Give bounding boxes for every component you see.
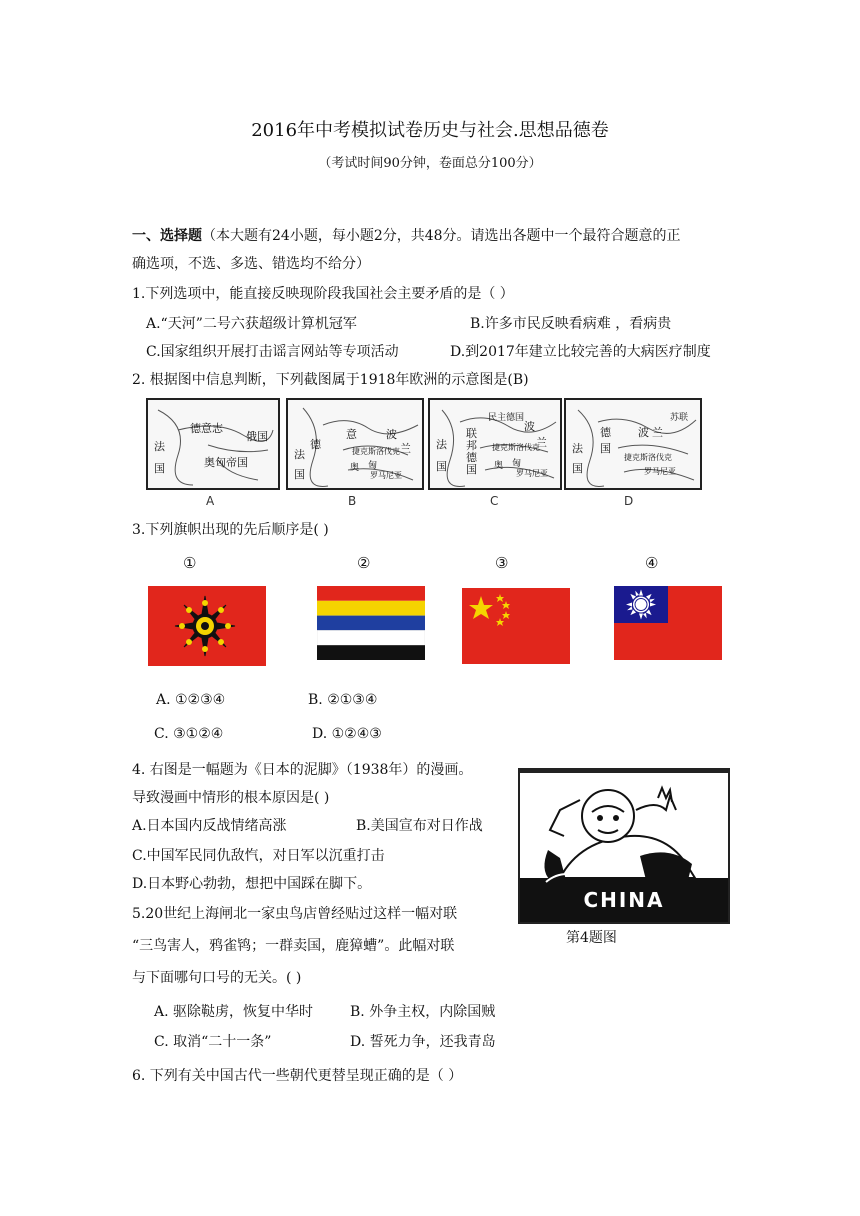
map-a-label: 法	[154, 440, 165, 453]
question-3-option-c: C. ③①②④	[154, 726, 224, 742]
map-b-label: 罗马尼亚	[370, 471, 402, 480]
map-b-label: 国	[294, 468, 305, 481]
flag-number: ②	[357, 554, 371, 572]
map-d-label: 国	[600, 442, 611, 455]
question-4-stem-cont: 导致漫画中情形的根本原因是( )	[132, 790, 330, 806]
map-c-caption: C	[490, 494, 499, 508]
map-d-label: 罗马尼亚	[644, 467, 676, 476]
flag-five-races	[317, 586, 425, 660]
map-c-label: 联邦德国	[466, 427, 477, 476]
map-c	[428, 398, 562, 490]
question-4-stem: 4. 右图是一幅题为《日本的泥脚》（1938年）的漫画。	[132, 762, 473, 778]
question-5-stem-cont2: 与下面哪句口号的无关。( )	[132, 970, 302, 986]
flag-iron-blood-18-star	[148, 586, 266, 666]
map-d-label: 国	[572, 462, 583, 475]
question-3-option-d: D. ①②④③	[312, 726, 382, 742]
map-c-label: 波	[524, 420, 535, 433]
question-5-option-b: B. 外争主权，内除国贼	[350, 1004, 496, 1020]
question-4-option-a: A.日本国内反战情绪高涨	[132, 818, 287, 834]
question-1-option-c: C.国家组织开展打击谣言网站等专项活动	[146, 344, 399, 360]
flag-number: ③	[495, 554, 509, 572]
map-c-label: 民主德国	[488, 413, 525, 423]
cartoon-japans-clay-feet	[518, 768, 730, 924]
question-5-option-a: A. 驱除鞑虏，恢复中华时	[154, 1004, 314, 1020]
map-c-label: 罗马尼亚	[516, 469, 548, 478]
map-b-label: 捷克斯洛伐克	[352, 447, 400, 456]
map-d-label: 法	[572, 442, 583, 455]
map-b-label: 法	[294, 448, 305, 461]
question-4-option-b: B.美国宣布对日作战	[356, 818, 483, 834]
map-a-label: 俄国	[246, 430, 268, 443]
page-subtitle: （考试时间90分钟，卷面总分100分）	[318, 156, 542, 171]
map-c-label: 法	[436, 438, 447, 451]
question-4-option-c: C.中国军民同仇敌忾，对日军以沉重打击	[132, 848, 385, 864]
map-b-caption: B	[348, 494, 357, 508]
map-d	[564, 398, 702, 490]
section-heading: 一、选择题	[132, 228, 202, 244]
map-b-label: 德	[310, 438, 321, 451]
map-a-label: 奥匈帝国	[204, 456, 248, 469]
question-5-option-d: D. 誓死力争，还我青岛	[350, 1034, 496, 1050]
question-5-stem: 5.20世纪上海闸北一家虫鸟店曾经贴过这样一幅对联	[132, 906, 458, 922]
question-1-stem: 1.下列选项中，能直接反映现阶段我国社会主要矛盾的是（ ）	[132, 286, 514, 302]
map-a-borders	[148, 400, 278, 488]
map-d-label: 苏联	[670, 413, 689, 423]
question-3-stem: 3.下列旗帜出现的先后顺序是( )	[132, 522, 329, 538]
map-b-label: 奥	[350, 463, 360, 473]
map-c-label: 匈	[512, 459, 522, 469]
map-b	[286, 398, 424, 490]
cartoon-china-label: CHINA	[583, 888, 665, 912]
map-d-label: 波	[638, 426, 649, 439]
question-1-option-a: A.“天河”二号六获超级计算机冠军	[146, 316, 357, 332]
flag-number: ④	[645, 554, 659, 572]
map-b-label: 波	[386, 428, 397, 441]
question-5-option-c: C. 取消“二十一条”	[154, 1034, 272, 1050]
map-d-label: 德	[600, 426, 611, 439]
figure-caption-q4: 第4题图	[566, 930, 617, 946]
map-d-caption: D	[624, 494, 634, 508]
map-c-label: 捷克斯洛伐克	[492, 443, 540, 452]
map-a-label: 德意志	[190, 422, 223, 435]
map-c-label: 国	[436, 460, 447, 473]
map-d-label: 捷克斯洛伐克	[624, 453, 672, 462]
section-intro: （本大题有24小题，每小题2分，共48分。请选出各题中一个最符合题意的正	[202, 228, 681, 244]
question-4-option-d: D.日本野心勃勃，想把中国踩在脚下。	[132, 876, 372, 892]
question-6-stem: 6. 下列有关中国古代一些朝代更替呈现正确的是（ ）	[132, 1068, 463, 1084]
page-title: 2016年中考模拟试卷历史与社会.思想品德卷	[251, 120, 609, 141]
section-heading-line	[132, 226, 681, 246]
flag-number: ①	[183, 554, 197, 572]
map-a	[146, 398, 280, 490]
map-a-caption: A	[206, 494, 215, 508]
map-d-label: 兰	[652, 426, 663, 439]
question-3-option-b: B. ②①③④	[308, 692, 378, 708]
question-1-option-d: D.到2017年建立比较完善的大病医疗制度	[450, 344, 711, 360]
section-intro-cont: 确选项，不选、多选、错选均不给分）	[132, 256, 370, 272]
map-c-label: 奥	[494, 461, 504, 471]
flag-prc	[462, 588, 570, 664]
question-3-option-a: A. ①②③④	[156, 692, 226, 708]
flag-roc	[614, 586, 722, 660]
map-b-label: 兰	[400, 442, 411, 455]
question-1-option-b: B.许多市民反映看病难 ，看病贵	[470, 316, 672, 332]
map-a-label: 国	[154, 462, 165, 475]
question-2-stem: 2. 根据图中信息判断，下列截图属于1918年欧洲的示意图是(B)	[132, 372, 529, 388]
map-b-label: 意	[346, 428, 357, 441]
map-c-label: 兰	[536, 436, 547, 449]
question-5-stem-cont: “三鸟害人，鸦雀鸨；一群卖国，鹿獐螬”。此幅对联	[132, 938, 455, 954]
map-b-label: 匈	[368, 461, 378, 471]
